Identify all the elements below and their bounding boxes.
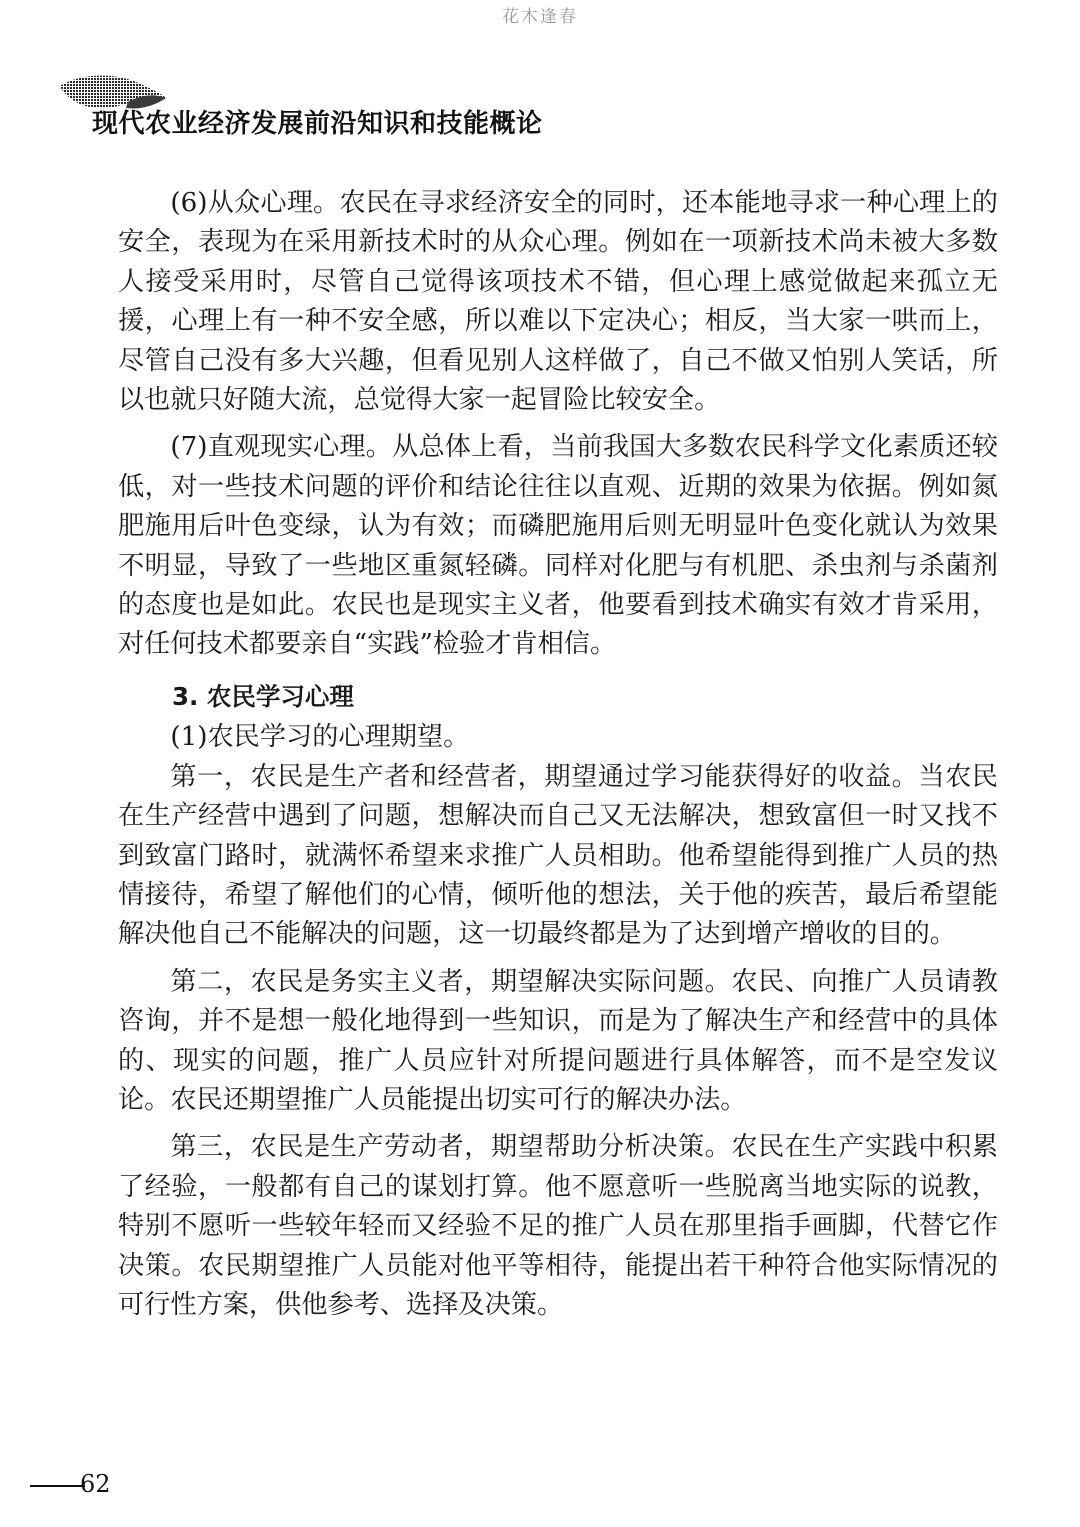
paragraph-conformity: (6)从众心理。农民在寻求经济安全的同时，还本能地寻求一种心理上的安全，表现为在采用新技术时的从众心理。例如在一项新技术尚未被大多数人接受采用时，尽管自己觉得该项技术不错，但心理上感觉做起来孤立无援，心理上有一种不安全感，所以难以下定决心；相反，当大家一哄而上，尽管自己没有多大兴趣，但看见别人这样做了，自己不做又怕别人笑话，所以也就只好随大流，总觉得大家一起冒险比较安全。: [118, 188, 998, 416]
watermark: 花木逢春: [502, 7, 578, 27]
paragraph-third: 第三，农民是生产劳动者，期望帮助分析决策。农民在生产实践中积累了经验，一般都有自己的谋划打算。他不愿意听一些脱离当地实际的说教，特别不愿听一些较年轻而又经验不足的推广人员在那里指手画脚，代替它作决策。农民期望推广人员能对他平等相待，能提出若干种符合他实际情况的可行性方案，供他参考、选择及决策。: [118, 1132, 998, 1320]
subheading-expectation: (1)农民学习的心理期望。: [170, 722, 470, 753]
paragraph-intuitive: (7)直观现实心理。从总体上看，当前我国大多数农民科学文化素质还较低，对一些技术问题的评价和结论往往以直观、近期的效果为依据。例如氮肥施用后叶色变绿，认为有效；而磷肥施用后则无明显叶色变化就认为效果不明显，导致了一些地区重氮轻磷。同样对化肥与有机肥、杀虫剂与杀菌剂的态度也是如此。农民也是现实主义者，他要看到技术确实有效才肯采用，对任何技术都要亲自“实践”检验才肯相信。: [118, 432, 998, 660]
body-text: [118, 184, 998, 1325]
header-title: 现代农业经济发展前沿知识和技能概论: [92, 109, 543, 139]
section-heading: 3. 农民学习心理: [172, 681, 354, 711]
page-number: 62: [80, 1470, 111, 1498]
paragraph-second: 第二，农民是务实主义者，期望解决实际问题。农民、向推广人员请教咨询，并不是想一般化地得到一些知识，而是为了解决生产和经营中的具体的、现实的问题，推广人员应针对所提问题进行具体解答，而不是空发议论。农民还期望推广人员能提出切实可行的解决办法。: [118, 966, 998, 1115]
page-number-rule: [30, 1485, 85, 1487]
paragraph-first: 第一，农民是生产者和经营者，期望通过学习能获得好的收益。当农民在生产经营中遇到了问题，想解决而自己又无法解决，想致富但一时又找不到致富门路时，就满怀希望来求推广人员相助。他希望能得到推广人员的热情接待，希望了解他们的心情，倾听他的想法，关于他的疾苦，最后希望能解决他自己不能解决的问题，这一切最终都是为了达到增产增收的目的。: [118, 761, 998, 950]
